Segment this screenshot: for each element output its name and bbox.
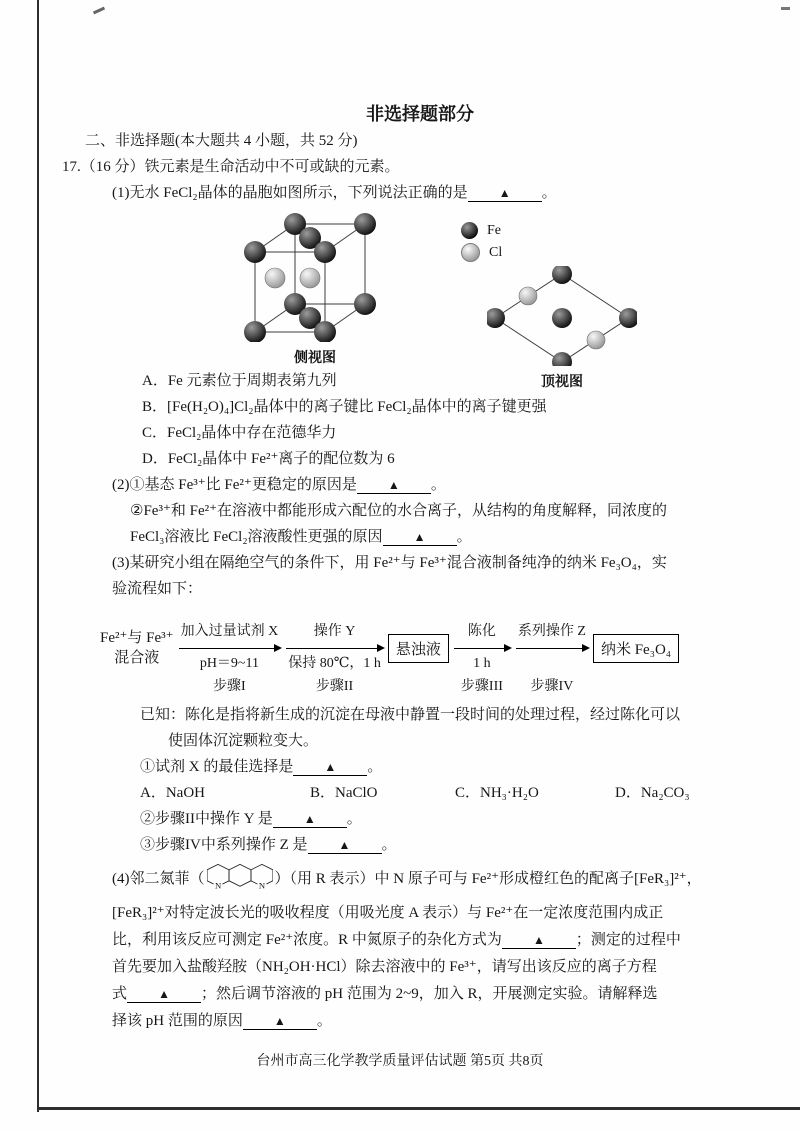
period: 。 xyxy=(541,185,557,201)
arrow3-top-label: 陈化 xyxy=(467,623,496,639)
answer-blank: ▲ xyxy=(383,530,457,546)
arrow4-top-label: 系列操作 Z xyxy=(517,623,586,639)
page-footer: 台州市高三化学教学质量评估试题 第5页 共8页 xyxy=(256,1054,544,1069)
right-arrow-icon xyxy=(454,642,510,654)
q17-part4-line5b-text: ；然后调节溶液的 pH 范围为 2~9，加入 R，开展测定实验。请解释选 xyxy=(201,986,658,1002)
answer-blank: ▲ xyxy=(293,760,367,776)
q17-part4-line5a-text: 式 xyxy=(112,986,128,1002)
q17-part1-option-d: D．FeCl₂晶体中 Fe²⁺离子的配位数为 6 xyxy=(142,451,395,467)
legend-fe-label: Fe xyxy=(487,223,501,238)
q17-part2-line1-text: (2)①基态 Fe³⁺比 Fe²⁺更稳定的原因是 xyxy=(112,477,357,493)
right-arrow-icon xyxy=(516,642,588,654)
answer-blank: ▲ xyxy=(468,186,542,202)
answer-blank: ▲ xyxy=(502,933,576,949)
step3-label: 步骤III xyxy=(460,678,503,694)
q17-part1-prompt-text: (1)无水 FeCl₂晶体的晶胞如图所示，下列说法正确的是 xyxy=(112,185,468,201)
sphere-legend xyxy=(461,220,647,264)
q17-part3-q2 xyxy=(60,806,780,832)
section-title: 非选择题部分 xyxy=(366,104,474,124)
legend-row-fe xyxy=(461,220,647,242)
flow-arrow-step4 xyxy=(513,622,591,697)
legend-and-top-view xyxy=(443,210,647,389)
flow-arrow-step2 xyxy=(283,622,386,697)
period: 。 xyxy=(430,477,446,493)
q17-part4-line4: 首先要加入盐酸羟胺（NH₂OH·HCl）除去溶液中的 Fe³⁺，请写出该反应的离子方程 xyxy=(112,959,657,975)
q17-part3-known2: 使固体沉淀颗粒变大。 xyxy=(168,733,319,749)
q1-option-d: D．Na₂CO₃ xyxy=(615,785,690,801)
q17-part1-option-a: A．Fe 元素位于周期表第九列 xyxy=(142,373,337,389)
period: 。 xyxy=(346,811,362,827)
top-view-diagram-icon xyxy=(487,266,637,366)
arrow2-bottom-label: 保持 80℃，1 h xyxy=(288,655,381,671)
flow-source-line1: Fe²⁺与 Fe³⁺ xyxy=(100,630,174,646)
q17-part3-q3 xyxy=(60,832,780,858)
q17-part3-q3-text: ③步骤IV中系列操作 Z 是 xyxy=(140,837,308,853)
arrow3-bottom-label: 1 h xyxy=(473,655,491,671)
arrow1-bottom-label: pH＝9~11 xyxy=(199,655,259,671)
page-content xyxy=(60,100,780,1035)
q17-part3-q2-text: ②步骤II中操作 Y 是 xyxy=(140,811,273,827)
q17-part4-line3 xyxy=(60,927,780,954)
scan-mark xyxy=(93,7,105,15)
period: 。 xyxy=(316,1013,332,1029)
q17-part3-q1 xyxy=(60,754,780,780)
q17-part4-line2: [FeR₃]²⁺对特定波长光的吸收程度（用吸光度 A 表示）与 Fe²⁺在一定浓度范围内成正 xyxy=(112,905,664,921)
q17-part4-line5 xyxy=(60,981,780,1008)
q17-part3-q1-options xyxy=(60,780,780,806)
q17-part4-line1a-text: (4)邻二氮菲（ xyxy=(112,871,205,887)
q1-option-b: B．NaClO xyxy=(310,785,378,801)
flow-source xyxy=(100,628,174,668)
q17-part3-line2: 验流程如下： xyxy=(112,581,203,597)
q17-stem: 17.（16 分）铁元素是生命活动中不可或缺的元素。 xyxy=(62,159,400,175)
answer-blank: ▲ xyxy=(273,812,347,828)
q17-part4-line3b-text: ；测定的过程中 xyxy=(575,932,681,948)
q17-part4-line1 xyxy=(60,858,780,900)
legend-cl-label: Cl xyxy=(489,245,503,260)
scan-edge-left xyxy=(37,0,39,1112)
q17-part3-line1: (3)某研究小组在隔绝空气的条件下，用 Fe²⁺与 Fe³⁺混合液制备纯净的纳米 Fe₃O₄，实 xyxy=(112,555,667,571)
q17-part4-line6-text: 择该 pH 范围的原因 xyxy=(112,1013,243,1029)
scan-mark xyxy=(781,7,790,10)
flow-source-line2: 混合液 xyxy=(114,650,160,666)
arrow4-bottom-label-empty xyxy=(550,654,554,674)
flow-arrow-step1 xyxy=(176,622,284,697)
cl-sphere-icon xyxy=(461,243,480,262)
right-arrow-icon xyxy=(286,642,383,654)
q17-part4-line3a-text: 比，利用该反应可测定 Fe²⁺浓度。R 中氮原子的杂化方式为 xyxy=(112,932,502,948)
flow-chart xyxy=(100,610,780,694)
step1-label: 步骤I xyxy=(213,678,246,694)
q17-part2-line3-text: FeCl₃溶液比 FeCl₂溶液酸性更强的原因 xyxy=(130,529,383,545)
q17-part2-line3 xyxy=(60,524,780,550)
nitrogen-label: N xyxy=(258,880,265,891)
q17-part1-option-b: B．[Fe(H₂O)₄]Cl₂晶体中的离子键比 FeCl₂晶体中的离子键更强 xyxy=(142,399,547,415)
phenanthroline-structure-icon xyxy=(207,862,273,891)
period: 。 xyxy=(456,529,472,545)
q1-option-c: C．NH₃·H₂O xyxy=(455,785,539,801)
answer-blank: ▲ xyxy=(243,1014,317,1030)
arrow2-top-label: 操作 Y xyxy=(313,623,356,639)
answer-blank: ▲ xyxy=(127,987,201,1003)
nano-product-box: 纳米 Fe₃O₄ xyxy=(593,634,679,663)
arrow1-top-label: 加入过量试剂 X xyxy=(180,623,279,639)
legend-row-cl xyxy=(461,242,647,264)
step4-label: 步骤IV xyxy=(530,678,574,694)
section-intro: 二、非选择题(本大题共 4 小题，共 52 分) xyxy=(85,133,358,149)
scan-edge-bottom xyxy=(37,1107,800,1110)
top-view-figure xyxy=(477,266,647,391)
q17-part2-line2: ②Fe³⁺和 Fe²⁺在溶液中都能形成六配位的水合离子，从结构的角度解释，同浓度的 xyxy=(130,503,668,519)
answer-blank: ▲ xyxy=(357,478,431,494)
q17-part1-prompt xyxy=(60,180,780,206)
answer-blank: ▲ xyxy=(308,838,382,854)
q17-part4-line6 xyxy=(60,1008,780,1035)
suspension-box: 悬浊液 xyxy=(388,634,449,663)
q17-part1-option-c: C．FeCl₂晶体中存在范德华力 xyxy=(142,425,337,441)
right-arrow-icon xyxy=(179,642,281,654)
period: 。 xyxy=(367,759,383,775)
q17-part3-q1-text: ①试剂 X 的最佳选择是 xyxy=(140,759,294,775)
q1-option-a: A．NaOH xyxy=(140,785,205,801)
unit-cell-figure xyxy=(215,210,415,366)
q17-part4-line1b-text: ）（用 R 表示）中 N 原子可与 Fe²⁺形成橙红色的配离子[FeR₃]²⁺， xyxy=(274,871,702,887)
q17-part3-known1: 已知：陈化是指将新生成的沉淀在母液中静置一段时间的处理过程，经过陈化可以 xyxy=(140,707,681,723)
step2-label: 步骤II xyxy=(315,678,354,694)
nitrogen-label: N xyxy=(214,880,221,891)
side-view-caption: 侧视图 xyxy=(294,349,336,365)
unit-cell-diagram-icon xyxy=(220,210,410,342)
q17-part2-line1 xyxy=(60,472,780,498)
top-view-caption: 顶视图 xyxy=(541,373,583,389)
period: 。 xyxy=(381,837,397,853)
fe-sphere-icon xyxy=(461,222,478,239)
flow-arrow-step3 xyxy=(451,622,513,697)
